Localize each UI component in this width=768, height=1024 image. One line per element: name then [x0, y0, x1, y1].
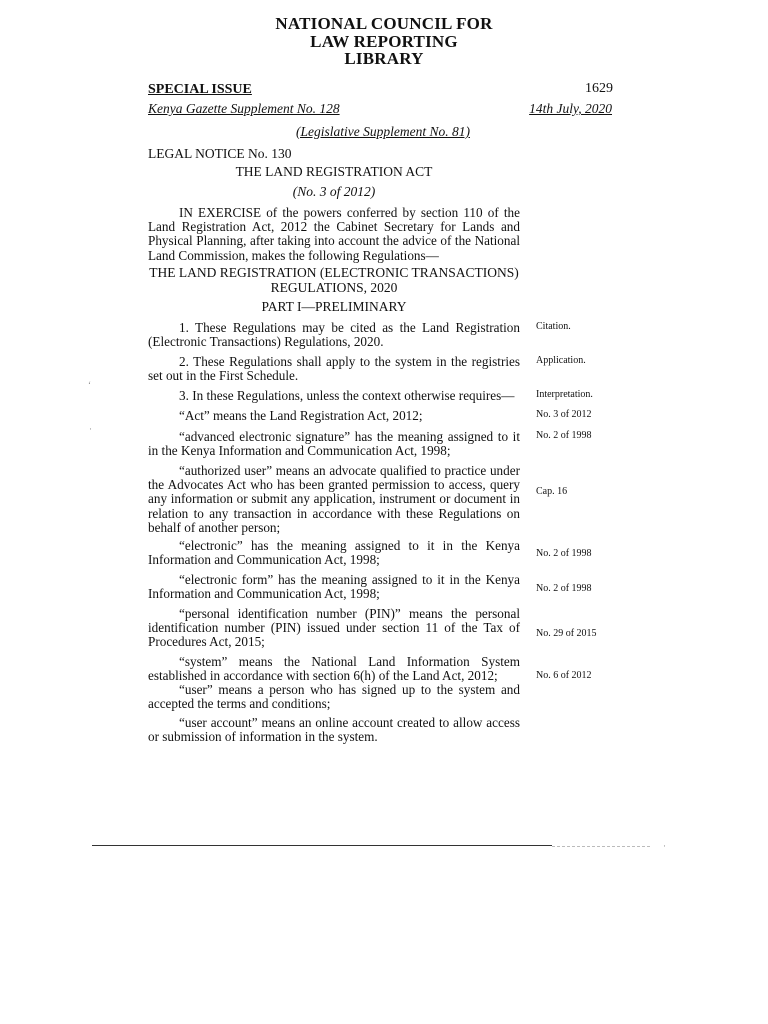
legislative-supplement: (Legislative Supplement No. 81): [296, 124, 470, 139]
definition-system: “system” means the National Land Information System established in accordance with section 6(h) of the Land Act, 2012;: [148, 654, 520, 684]
side-note-electronic-form: No. 2 of 1998: [536, 583, 592, 594]
definition-electronic-form: “electronic form” has the meaning assigned to it in the Kenya Information and Communication Act, 1998;: [148, 572, 520, 602]
regulations-title-line2: REGULATIONS, 2020: [270, 280, 398, 295]
regulations-title-line1: THE LAND REGISTRATION (ELECTRONIC TRANSACTIONS): [149, 265, 519, 280]
definition-pin: “personal identification number (PIN)” means the personal identification number (PIN) issued under section 11 of the Tax of Procedures Act, 2015;: [148, 606, 520, 650]
issue-date: 14th July, 2020: [529, 101, 612, 116]
paragraph-citation: 1. These Regulations may be cited as the Land Registration (Electronic Transactions) Regulations, 2020.: [148, 320, 520, 350]
part-heading: PART I—PRELIMINARY: [261, 299, 407, 314]
library-header-line3: LIBRARY: [344, 49, 424, 68]
paragraph-interpretation: 3. In these Regulations, unless the context otherwise requires—: [179, 388, 515, 403]
side-note-citation: Citation.: [536, 321, 571, 332]
definition-authorized-user: “authorized user” means an advocate qualified to practice under the Advocates Act who has been granted permission to access, query any information or submit any application, instrument or document in relation to any transaction in accordance with these Regulations on behalf of another person;: [148, 463, 520, 535]
library-header-line2: LAW REPORTING: [310, 32, 458, 51]
special-issue-label: SPECIAL ISSUE: [148, 82, 252, 97]
preamble: IN EXERCISE of the powers conferred by section 110 of the Land Registration Act, 2012 the Cabinet Secretary for Lands and Physical Planning, after taking into account the advice of the National Land Commission, makes the following Regulations—: [148, 205, 520, 263]
definition-user: “user” means a person who has signed up to the system and accepted the terms and conditions;: [148, 682, 520, 712]
legal-notice-number: LEGAL NOTICE No. 130: [148, 146, 292, 161]
definition-user-account: “user account” means an online account created to allow access or submission of information in the system.: [148, 715, 520, 745]
bottom-rule: [92, 845, 552, 846]
side-note-application: Application.: [536, 355, 586, 366]
side-note-act: No. 3 of 2012: [536, 409, 592, 420]
bottom-rule-faded: [552, 846, 650, 847]
gazette-supplement: Kenya Gazette Supplement No. 128: [148, 101, 340, 116]
side-note-advanced-electronic-signature: No. 2 of 1998: [536, 430, 592, 441]
definition-advanced-electronic-signature: “advanced electronic signature” has the meaning assigned to it in the Kenya Information and Communication Act, 1998;: [148, 429, 520, 459]
page-number: 1629: [585, 81, 613, 96]
scan-speck: ·: [663, 841, 666, 851]
side-note-electronic: No. 2 of 1998: [536, 548, 592, 559]
scan-speck: ‘: [88, 380, 91, 390]
definition-act: “Act” means the Land Registration Act, 2012;: [179, 408, 423, 423]
scan-speck: ·: [89, 424, 92, 434]
side-note-pin: No. 29 of 2015: [536, 628, 597, 639]
library-header-line1: NATIONAL COUNCIL FOR: [275, 14, 493, 33]
side-note-authorized-user: Cap. 16: [536, 486, 568, 497]
definition-electronic: “electronic” has the meaning assigned to it in the Kenya Information and Communication Act, 1998;: [148, 538, 520, 568]
act-number: (No. 3 of 2012): [292, 184, 376, 199]
act-title: THE LAND REGISTRATION ACT: [235, 164, 433, 179]
side-note-interpretation: Interpretation.: [536, 389, 593, 400]
side-note-system: No. 6 of 2012: [536, 670, 592, 681]
paragraph-application: 2. These Regulations shall apply to the system in the registries set out in the First Schedule.: [148, 354, 520, 384]
